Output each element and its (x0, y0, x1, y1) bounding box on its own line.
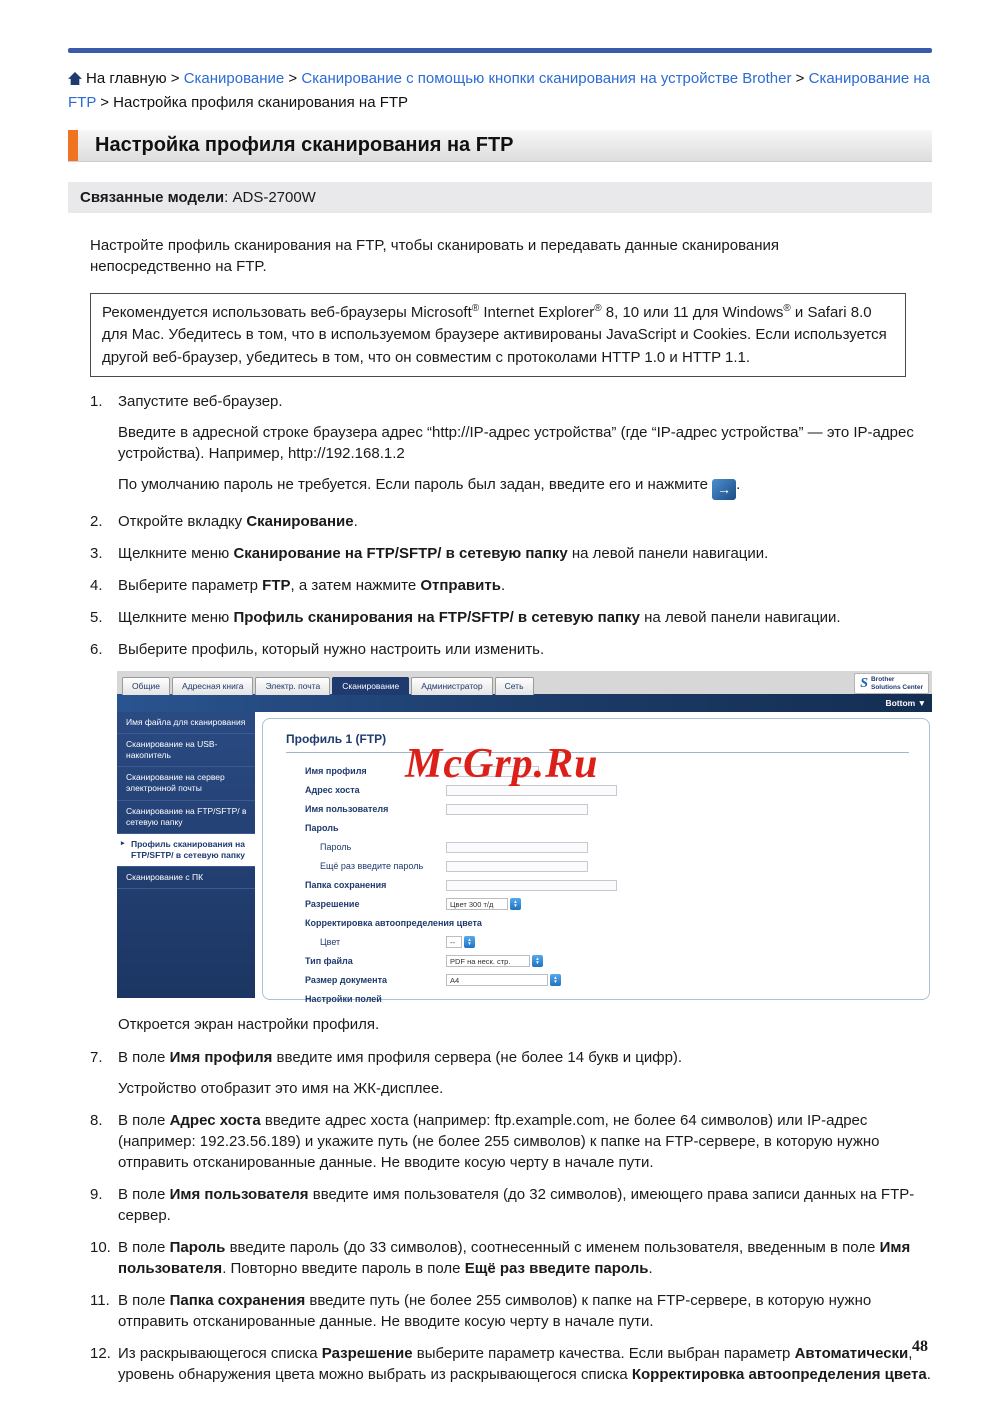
panel-title: Профиль 1 (FTP) (286, 732, 387, 747)
text-input[interactable] (446, 861, 588, 872)
step-item (90, 543, 932, 564)
tab-адресная-книга[interactable]: Адресная книга (172, 677, 254, 695)
form-field-label: Пароль (320, 842, 352, 853)
step-item (90, 1343, 932, 1385)
related-models-label: Связанные модели (80, 188, 225, 206)
steps-list-7-12 (90, 1047, 932, 1385)
select-stepper-icon[interactable]: ▲ ▼ (464, 936, 475, 948)
home-icon (68, 70, 82, 92)
step-text: В поле Адрес хоста введите адрес хоста (например: ftp.example.com, не более 64 символов) или IP-адрес (например: 192.23.56.189) и укажите путь (не более 255 символов) к папке на FTP-сервере, в которую нужно отправить отсканированные данные. Не вводите косую черту в начале пути. (118, 1112, 880, 1172)
form-section-label: Пароль (305, 823, 339, 834)
sidebar-item[interactable]: ▸ Профиль сканирования на FTP/SFTP/ в сетевую папку (117, 834, 255, 867)
step-item (90, 575, 932, 596)
step-text: Выберите параметр FTP, а затем нажмите Отправить. (118, 577, 506, 595)
left-navigation (117, 712, 255, 998)
step-item (90, 1184, 932, 1226)
sidebar-item[interactable]: Сканирование на USB-накопитель (117, 734, 255, 767)
step-number: 3. (90, 545, 103, 563)
after-screenshot-note: Откроется экран настройки профиля. (118, 1016, 380, 1034)
note-text: Рекомендуется использовать веб-браузеры Microsoft® Internet Explorer® 8, 10 или 11 для Windows® и Safari 8.0 для Mac. Убедитесь в том, что в используемом браузере активированы JavaScript и Cookies. Если используется другой веб-браузер, убедитесь в том, что он совместим с протоколами HTTP 1.0 и HTTP 1.1. (102, 302, 887, 366)
title-accent-bar (68, 130, 78, 161)
step-number: 8. (90, 1112, 103, 1130)
step-number: 12. (90, 1345, 111, 1363)
form-row (263, 879, 929, 891)
form-row (263, 822, 929, 834)
profile-form (263, 765, 929, 1005)
form-row (263, 803, 929, 815)
select-dropdown[interactable]: PDF на неск. стр. (446, 955, 530, 967)
tab-сеть[interactable]: Сеть (495, 677, 534, 695)
form-row (263, 974, 929, 986)
bottom-link[interactable]: Bottom ▼ (885, 698, 926, 709)
step-number: 1. (90, 393, 103, 410)
brother-swoosh-icon: S (860, 675, 868, 691)
page-number: 48 (912, 1338, 928, 1355)
form-field-label: Имя пользователя (305, 804, 389, 815)
select-stepper-icon[interactable]: ▲ ▼ (550, 974, 561, 986)
step-number: 4. (90, 577, 103, 595)
step-item (90, 1237, 932, 1279)
top-divider (68, 48, 932, 53)
related-models-box (68, 182, 932, 213)
step-number: 9. (90, 1186, 103, 1204)
submit-arrow-icon: → (712, 479, 736, 500)
step-number: 10. (90, 1239, 111, 1257)
text-input[interactable] (446, 880, 617, 891)
text-input[interactable] (446, 804, 588, 815)
intro-paragraph: Настройте профиль сканирования на FTP, чтобы сканировать и передавать данные сканирования непосредственно на FTP. (90, 236, 780, 275)
header-band (117, 694, 932, 712)
form-field-label: Имя профиля (305, 766, 367, 777)
select-stepper-icon[interactable]: ▲ ▼ (510, 898, 521, 910)
step-item (90, 639, 932, 660)
tab-strip (117, 671, 932, 694)
form-field-label: Папка сохранения (305, 880, 387, 891)
form-section-label: Корректировка автоопределения цвета (305, 918, 482, 929)
form-field-label: Разрешение (305, 899, 360, 910)
text-input[interactable] (446, 842, 588, 853)
page-title: Настройка профиля сканирования на FTP (95, 133, 514, 156)
embedded-screenshot (117, 671, 932, 1006)
step-number: 7. (90, 1049, 103, 1067)
step-item (90, 1047, 932, 1099)
select-dropdown[interactable]: A4 (446, 974, 548, 986)
breadcrumb-text: На главную (86, 70, 167, 87)
form-row (263, 898, 929, 910)
step-text: Откройте вкладку Сканирование. (118, 513, 358, 531)
step-item (90, 391, 932, 500)
step-text: Запустите веб-браузер. Введите в адресной строке браузера адрес “http://IP-адрес устройства” (где “IP-адрес устройства” — это IP-адрес устройства). Например, http://192.168.1.2 По умолчанию пароль не требуется. Если пароль был задан, введите его и нажмите → . (118, 391, 932, 500)
breadcrumb-link[interactable]: Сканирование (183, 70, 285, 87)
steps-list-1-6 (90, 391, 932, 660)
form-section-label: Настройки полей (305, 994, 382, 1005)
tab-сканирование[interactable]: Сканирование (332, 677, 409, 695)
note-box (90, 293, 906, 378)
tab-администратор[interactable]: Администратор (411, 677, 492, 695)
form-row (263, 860, 929, 872)
breadcrumb-text: Настройка профиля сканирования на FTP (113, 93, 409, 111)
step-text: Выберите профиль, который нужно настроить или изменить. (118, 641, 545, 659)
step-number: 2. (90, 513, 103, 531)
step-text: В поле Папка сохранения введите путь (не более 255 символов) к папке на FTP-сервере, в которую нужно отправить отсканированные данные. Не вводите косую черту в начале пути. (118, 1292, 872, 1331)
sidebar-item[interactable]: Сканирование с ПК (117, 867, 255, 889)
step-number: 11. (90, 1292, 110, 1310)
watermark: McGrp.Ru (405, 741, 599, 788)
page-title-bar (68, 130, 932, 162)
breadcrumb-link[interactable]: Сканирование с помощью кнопки сканирования на устройстве Brother (301, 70, 792, 87)
form-row (263, 917, 929, 929)
tab-общие[interactable]: Общие (122, 677, 170, 695)
step-text: Щелкните меню Профиль сканирования на FTP/SFTP/ в сетевую папку на левой панели навигации. (118, 609, 841, 627)
logo-sub: Solutions Center (870, 683, 923, 691)
sidebar-item[interactable]: Имя файла для сканирования (117, 712, 255, 734)
step-item (90, 511, 932, 532)
step-item (90, 607, 932, 628)
sidebar-item[interactable]: Сканирование на сервер электронной почты (117, 767, 255, 800)
step-text: В поле Имя профиля введите имя профиля сервера (не более 14 букв и цифр). Устройство отобразит это имя на ЖК-дисплее. (118, 1049, 683, 1098)
sidebar-item[interactable]: Сканирование на FTP/SFTP/ в сетевую папку (117, 801, 255, 834)
step-text: В поле Имя пользователя введите имя пользователя (до 32 символов), имеющего права записи данных на FTP-сервер. (118, 1186, 915, 1225)
step-number: 5. (90, 609, 103, 627)
screenshot-body (117, 712, 932, 1006)
brother-solutions-center-logo (854, 673, 929, 694)
step-text: Из раскрывающегося списка Разрешение выберите параметр качества. Если выбран параметр Автоматически, уровень обнаружения цвета можно выбрать из раскрывающегося списка Корректировка автоопределения цвета. (118, 1345, 931, 1384)
form-field-label: Цвет (320, 937, 341, 948)
form-field-label: Размер документа (305, 975, 388, 986)
select-dropdown[interactable]: Цвет 300 т/д (446, 898, 508, 910)
step-text: Щелкните меню Сканирование на FTP/SFTP/ в сетевую папку на левой панели навигации. (118, 545, 769, 563)
form-row (263, 993, 929, 1005)
form-row (263, 955, 929, 967)
breadcrumb-link[interactable]: Сканирование на FTP (68, 70, 930, 111)
select-dropdown[interactable]: -- (446, 936, 462, 948)
form-row (263, 936, 929, 948)
form-field-label: Ещё раз введите пароль (320, 861, 424, 872)
form-row (263, 841, 929, 853)
step-item (90, 1110, 932, 1173)
select-stepper-icon[interactable]: ▲ ▼ (532, 955, 543, 967)
form-field-label: Адрес хоста (305, 785, 360, 796)
form-field-label: Тип файла (305, 956, 353, 967)
step-text: В поле Пароль введите пароль (до 33 символов), соотнесенный с именем пользователя, введенным в поле Имя пользователя. Повторно введите пароль в поле Ещё раз введите пароль. (118, 1239, 911, 1278)
tab-электр-почта[interactable]: Электр. почта (255, 677, 330, 695)
step-item (90, 1290, 932, 1332)
related-models-value: : ADS-2700W (224, 188, 316, 206)
breadcrumb: На главную > Сканирование > Сканирование с помощью кнопки сканирования на устройстве Brother > Сканирование на FTP > Настройка профиля сканирования на FTP (68, 70, 930, 111)
step-number: 6. (90, 641, 103, 659)
manual-page (68, 0, 932, 1396)
logo-brand: Brother (870, 676, 895, 684)
